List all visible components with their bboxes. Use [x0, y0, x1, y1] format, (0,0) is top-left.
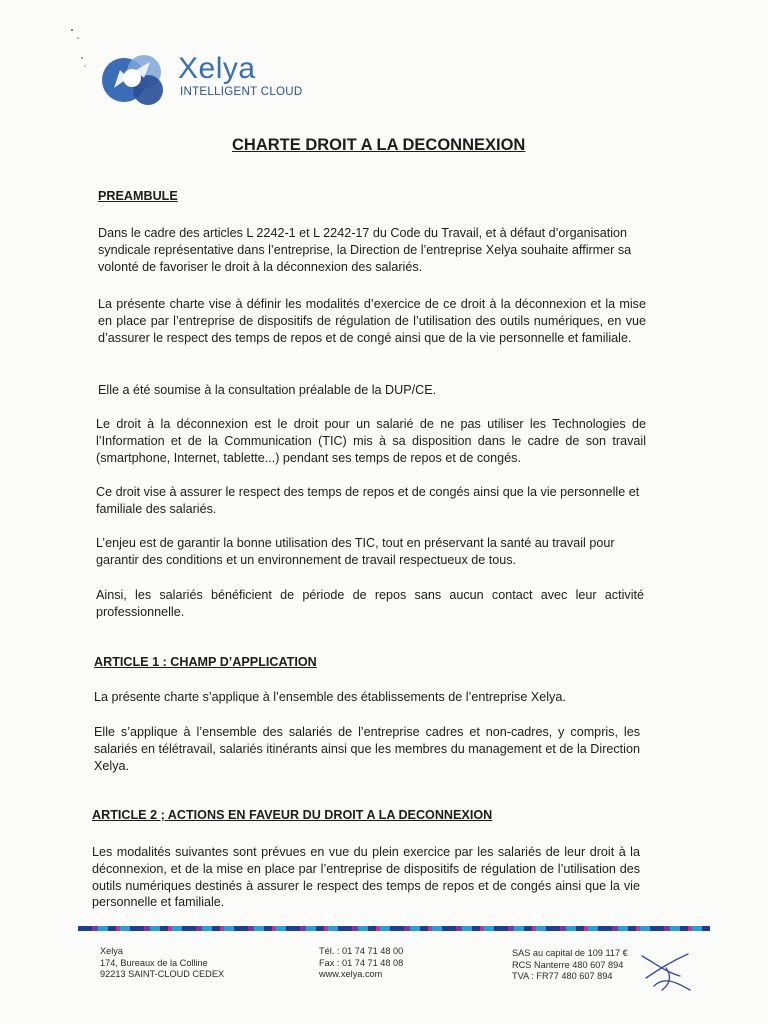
footer-phone: Tél. : 01 74 71 48 00	[319, 946, 404, 956]
article2-paragraph-1: Les modalités suivantes sont prévues en vue du plein exercice par les salariés de leur droit à la déconnexion, et de la mise en place par l’entreprise de dispositifs de régulation de l’utilisation des outils numériques destinés à assurer le respect des temps de repos et de congés ainsi que la vie personnelle et familiale.	[92, 845, 640, 910]
footer-website: www.xelya.com	[319, 969, 383, 980]
article2-heading: ARTICLE 2 ; ACTIONS EN FAVEUR DU DROIT A LA DECONNEXION	[92, 808, 493, 822]
article1-paragraph-1: La présente charte s’applique à l’ensemble des établissements de l’entreprise Xelya.	[94, 690, 566, 704]
footer-fax: Fax : 01 74 71 48 08	[319, 957, 404, 968]
scan-speck-mark	[62, 24, 92, 74]
article1-heading: ARTICLE 1 : CHAMP D’APPLICATION	[94, 655, 317, 669]
footer-city: 92213 SAINT-CLOUD CEDEX	[100, 969, 225, 980]
article1-paragraph-2: Elle s’applique à l’ensemble des salariés de l’entreprise cadres et non-cadres, y compris, les salariés en télétravail, salariés itinérants ainsi que les membres du management et de la Direction Xelya.	[94, 725, 640, 773]
preamble-paragraph-7: Ainsi, les salariés bénéficient de période de repos sans aucun contact avec leur activité professionnelle.	[96, 588, 644, 619]
preamble-paragraph-6: L’enjeu est de garantir la bonne utilisation des TIC, tout en préservant la santé au travail pour garantir des conditions et un environnement de travail respectueux de tous.	[96, 536, 615, 567]
document-title: CHARTE DROIT A LA DECONNEXION	[232, 136, 526, 154]
footer-contact	[319, 946, 403, 981]
footer-legal	[512, 948, 628, 983]
preamble-heading: PREAMBULE	[98, 189, 178, 203]
preamble-paragraph-1: Dans le cadre des articles L 2242-1 et L 2242-17 du Code du Travail, et à défaut d’organisation syndicale représentative dans l’entreprise, la Direction de l’entreprise Xelya souhaite affirmer sa volonté de favoriser le droit à la déconnexion des salariés.	[98, 226, 632, 274]
preamble-paragraph-3: Elle a été soumise à la consultation préalable de la DUP/CE.	[98, 383, 437, 397]
preamble-paragraph-4: Le droit à la déconnexion est le droit pour un salarié de ne pas utiliser les Technologies de l’Information et de la Communication (TIC) mis à sa disposition dans le cadre de son travail (smartphone, Internet, tablette...) pendant ses temps de repos et de congés.	[96, 417, 646, 465]
footer-capital: SAS au capital de 109 117 €	[512, 948, 628, 958]
preamble-paragraph-5: Ce droit vise à assurer le respect des temps de repos et de congés ainsi que la vie personnelle et familiale des salariés.	[96, 485, 640, 516]
company-logo	[98, 44, 338, 114]
footer-street: 174, Bureaux de la Colline	[100, 957, 208, 968]
xelya-logo-icon	[98, 50, 178, 108]
footer-address	[100, 946, 224, 981]
logo-company-name: Xelya	[178, 52, 256, 85]
footer-tva: TVA : FR77 480 607 894	[512, 971, 613, 982]
preamble-paragraph-2: La présente charte vise à définir les modalités d’exercice de ce droit à la déconnexion et la mise en place par l’entreprise de dispositifs de régulation de l’utilisation des outils numériques, en vue d’assurer le respect des temps de repos et de congé ainsi que de la vie personnelle et familiale.	[98, 297, 646, 345]
footer-divider	[78, 926, 710, 931]
logo-tagline: INTELLIGENT CLOUD	[180, 86, 303, 98]
signature-image	[636, 946, 696, 996]
footer-rcs: RCS Nanterre 480 607 894	[512, 959, 624, 970]
footer-company-name: Xelya	[100, 946, 123, 956]
